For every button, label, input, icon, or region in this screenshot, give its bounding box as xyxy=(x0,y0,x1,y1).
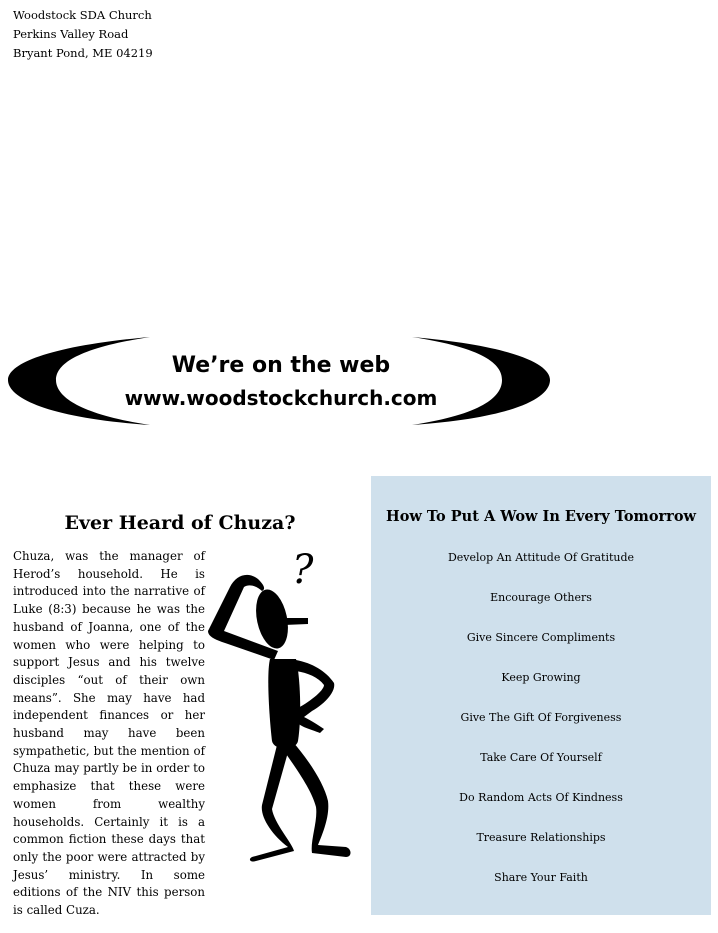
tip-item: Give Sincere Compliments xyxy=(466,631,616,644)
question-mark: ? xyxy=(292,547,314,593)
tip-item: Develop An Attitude Of Gratitude xyxy=(447,551,635,564)
tips-list xyxy=(371,550,711,910)
tip-item: Keep Growing xyxy=(501,671,581,684)
tip-item: Give The Gift Of Forgiveness xyxy=(460,711,622,724)
tips-panel xyxy=(371,476,711,915)
web-banner-url: www.woodstockchurch.com xyxy=(124,386,438,410)
thinking-figure xyxy=(200,545,360,865)
address-line-street: Perkins Valley Road xyxy=(13,27,129,41)
tip-item: Take Care Of Yourself xyxy=(480,751,602,764)
web-banner xyxy=(8,334,554,430)
address-line-city: Bryant Pond, ME 04219 xyxy=(13,46,153,60)
article-body: Chuza, was the manager of Herod’s household. He is introduced into the narrative of Luke (8:3) because he was the husband of Joanna, one of the women who were helping to support Jesus and his twelve disciples “out of their own means”. She may have had independent finances or her husband may have been sympathetic, but the mention of Chuza may partly be in order to emphasize that these were women from wealthy households. Certainly it is a common fiction these days that only the poor were attracted by Jesus’ ministry. In some editions of the NIV this person is called Cuza. xyxy=(13,549,205,918)
return-address xyxy=(13,6,153,63)
web-banner-text xyxy=(8,350,554,414)
tips-title: How To Put A Wow In Every Tomorrow xyxy=(386,508,696,525)
address-line-church: Woodstock SDA Church xyxy=(13,8,152,22)
tip-item: Encourage Others xyxy=(490,591,592,604)
tip-item: Treasure Relationships xyxy=(476,831,606,844)
article-title: Ever Heard of Chuza? xyxy=(64,512,296,534)
web-banner-heading: We’re on the web xyxy=(171,353,391,378)
thinking-stick-figure-icon xyxy=(200,545,360,865)
tip-item: Do Random Acts Of Kindness xyxy=(459,791,623,804)
tip-item: Share Your Faith xyxy=(494,871,588,884)
